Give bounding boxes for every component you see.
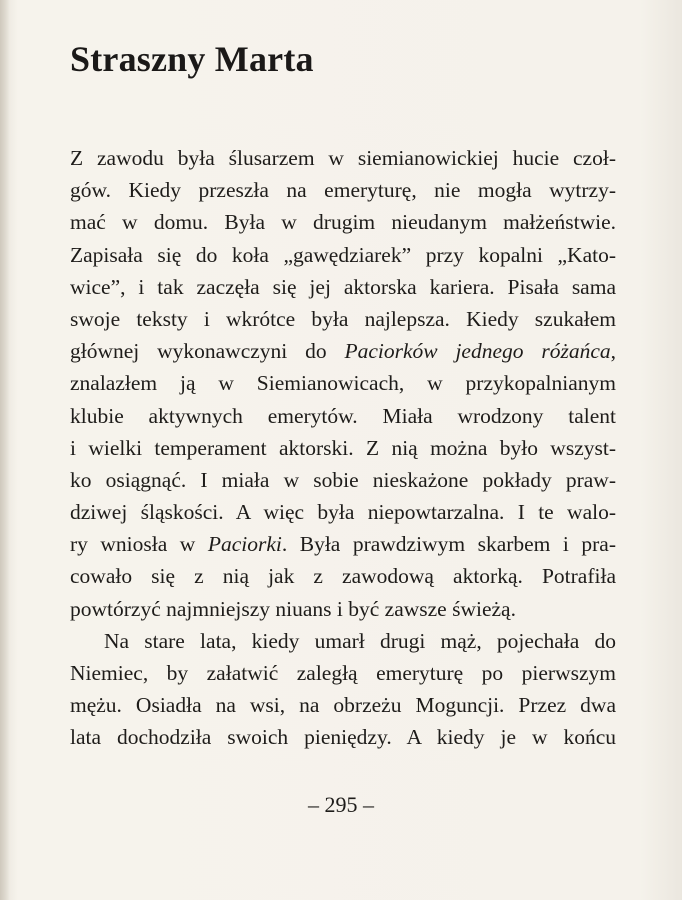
text-line: gów. Kiedy przeszła na emeryturę, nie mogła wytrzy- xyxy=(70,178,616,203)
text-line: ko osiągnąć. I miała w sobie nieskażone pokłady praw- xyxy=(70,467,616,492)
text-line: klubie aktywnych emerytów. Miała wrodzony talent xyxy=(70,403,616,428)
text-line: wice”, i tak zaczęła się jej aktorska kariera. Pisała sama xyxy=(70,274,616,299)
italic-title: Paciorków jednego różańca xyxy=(344,339,611,364)
text-line: Niemiec, by załatwić zaległą emeryturę po pierwszym xyxy=(70,661,616,685)
text-line: głównej wykonawczyni do Paciorków jednego różańca, xyxy=(70,339,616,364)
text-line: powtórzyć najmniejszy niuans i być zawsze świeżą. xyxy=(70,596,516,621)
text-line: mać w domu. Była w drugim nieudanym małżeństwie. xyxy=(70,210,616,235)
text-line: dziwej śląskości. A więc była niepowtarzalna. I te walo- xyxy=(70,500,616,525)
text-line: mężu. Osiadła na wsi, na obrzeżu Moguncji. Przez dwa xyxy=(70,693,616,718)
body-text xyxy=(70,142,616,754)
text-line: Zapisała się do koła „gawędziarek” przy kopalni „Kato- xyxy=(70,242,616,267)
text-line: Z zawodu była ślusarzem w siemianowickiej hucie czoł- xyxy=(70,146,616,170)
chapter-title: Straszny Marta xyxy=(70,39,314,79)
text-line: Na stare lata, kiedy umarł drugi mąż, pojechała do xyxy=(104,628,616,653)
text-line: ry wniosła w Paciorki. Była prawdziwym skarbem i pra- xyxy=(70,532,616,557)
text-line: i wielki temperament aktorski. Z nią można było wszyst- xyxy=(70,435,616,460)
text-line: znalazłem ją w Siemianowicach, w przykopalnianym xyxy=(70,371,616,396)
text-line: cowało się z nią jak z zawodową aktorką. Potrafiła xyxy=(70,564,616,589)
gutter-shadow xyxy=(0,0,10,900)
page-number: – 295 – xyxy=(308,792,374,817)
text-line: swoje teksty i wkrótce była najlepsza. Kiedy szukałem xyxy=(70,306,616,331)
italic-title: Paciorki xyxy=(207,532,282,557)
text-line: lata dochodziła swoich pieniędzy. A kiedy je w końcu xyxy=(70,725,616,750)
